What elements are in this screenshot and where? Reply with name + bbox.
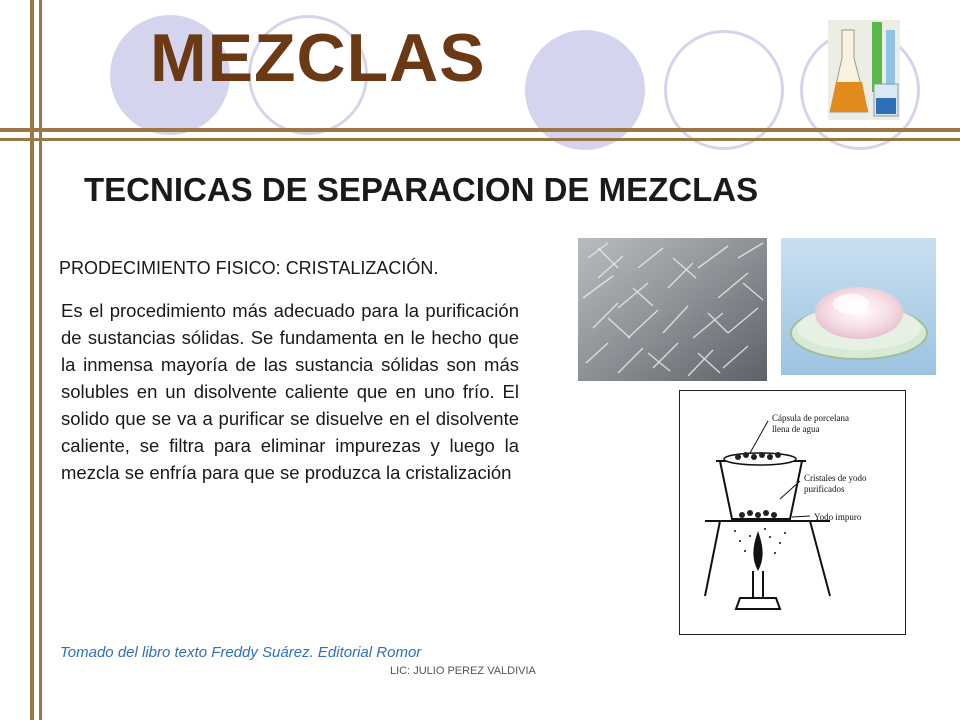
frame-line-top-inner [0,138,960,141]
diagram-label-crystals: Cristales de yodo [804,473,867,483]
frame-line-left-inner [39,0,42,720]
crystals-photo [578,238,767,381]
section-subtitle: TECNICAS DE SEPARACION DE MEZCLAS [84,171,759,208]
frame-line-left [30,0,34,720]
body-paragraph: Es el procedimiento más adecuado para la purificación de sustancias sólidas. Se fundamenta en le hecho que la inmensa mayoría de las sustancia sólidas son más solubles en un disolvente caliente que en uno frío. El solido que se va a purificar se disuelve en el disolvente caliente, se filtra para eliminar impurezas y luego la mezcla se enfría para que se produzca la cristalización [61,300,519,483]
crystallization-diagram [679,390,906,635]
frame-line-top [0,128,960,132]
diagram-label-crystals-2: purificados [804,484,845,494]
diagram-label-impure: Yodo impuro [814,512,862,522]
diagram-label-capsule-2: llena de agua [772,424,820,434]
decor-circle [664,30,784,150]
petri-dish-photo [781,238,936,375]
decor-circle [525,30,645,150]
slide-title: MEZCLAS [150,20,486,96]
lab-glassware-image [828,20,900,120]
diagram-label-capsule: Cápsula de porcelana [772,413,849,423]
author-credit: LIC: JULIO PEREZ VALDIVIA [390,665,536,677]
source-citation: Tomado del libro texto Freddy Suárez. Editorial Romor [60,644,422,661]
procedure-heading: PRODECIMIENTO FISICO: CRISTALIZACIÓN. [59,258,439,278]
